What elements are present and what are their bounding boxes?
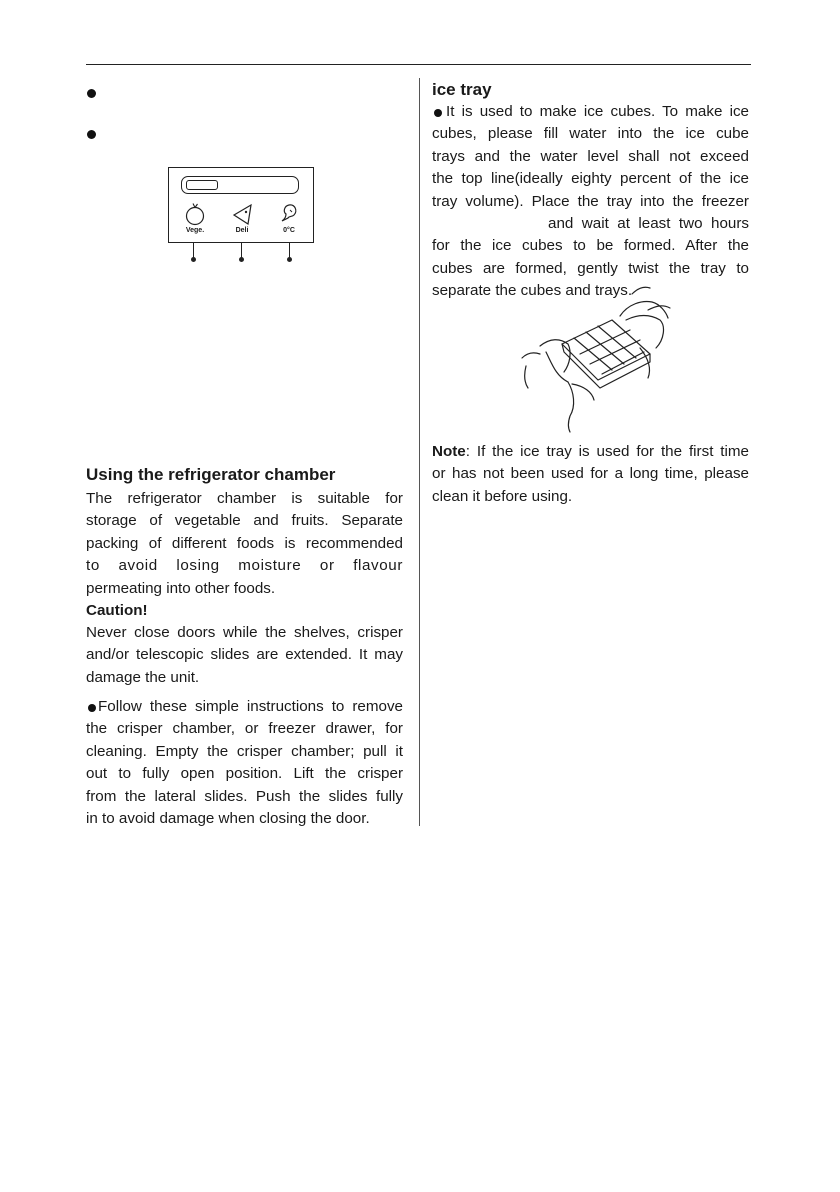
paragraph-line: cubes are formed, gently twist the tray to — [432, 259, 749, 277]
ice-tray-illustration — [510, 282, 690, 442]
paragraph-line: Follow these simple instructions to remove — [98, 698, 403, 715]
paragraph-line: It is used to make ice cubes. To make ice — [446, 103, 749, 120]
paragraph-line: damage the unit. — [86, 668, 200, 686]
header-rule — [86, 64, 751, 65]
note-first-text: : If the ice tray is used for the first time — [465, 443, 749, 460]
paragraph-line: The refrigerator chamber is suitable for — [86, 490, 403, 507]
paragraph-line: tray volume). Place the tray into the freezer — [432, 192, 749, 210]
bullet-point-1 — [87, 89, 96, 98]
note-label: Note — [432, 443, 466, 460]
panel-slider-track — [181, 176, 299, 194]
leader-dot-1 — [191, 257, 196, 262]
paragraph-line: cleaning. Empty the crisper chamber; pull it — [86, 742, 403, 760]
paragraph-line: permeating into other foods. — [86, 579, 276, 597]
paragraph-line: in to avoid damage when closing the door. — [86, 810, 370, 828]
paragraph-line: the top line(ideally eighty percent of the ice — [432, 170, 749, 188]
vegetable-icon — [183, 202, 207, 226]
paragraph-line: or has not been used for a long time, please — [432, 465, 749, 483]
crisper-control-panel — [168, 167, 314, 243]
caution-label: Caution! — [86, 602, 148, 619]
zero-degree-icon — [277, 201, 301, 225]
caution-paragraph — [86, 622, 403, 689]
paragraph-line: and/or telescopic slides are extended. It may — [86, 646, 403, 664]
paragraph-line: cubes, please fill water into the ice cube — [432, 125, 749, 143]
panel-label-deli: Deli — [235, 227, 249, 234]
paragraph-line: and wait at least two hours — [548, 215, 749, 233]
paragraph-line: for the ice cubes to be formed. After the — [432, 237, 749, 255]
leader-dot-3 — [287, 257, 292, 262]
section-heading-ice-tray: ice tray — [432, 80, 492, 99]
panel-label-vege: Vege. — [185, 227, 205, 234]
paragraph-line: the crisper chamber, or freezer drawer, for — [86, 720, 403, 738]
paragraph-line: Never close doors while the shelves, crisper — [86, 624, 403, 641]
paragraph-line: storage of vegetable and fruits. Separate — [86, 512, 403, 530]
note-paragraph — [432, 441, 749, 508]
column-divider — [419, 78, 420, 826]
instructions-paragraph — [86, 696, 403, 830]
bullet-point-2 — [87, 130, 96, 139]
leader-dot-2 — [239, 257, 244, 262]
deli-icon — [231, 202, 255, 226]
section-heading-refrigerator: Using the refrigerator chamber — [86, 465, 336, 484]
paragraph-line: trays and the water level shall not exceed — [432, 147, 749, 165]
paragraph-line: packing of different foods is recommended — [86, 534, 403, 552]
panel-slider-knob — [186, 180, 218, 190]
paragraph-line: to avoid losing moisture or flavour — [86, 557, 403, 575]
paragraph-line: separate the cubes and trays. — [432, 282, 633, 300]
panel-label-zero: 0°C — [283, 227, 295, 234]
refrigerator-paragraph — [86, 488, 403, 600]
ice-tray-paragraph — [432, 101, 749, 303]
paragraph-line: clean it before using. — [432, 487, 573, 505]
note-first-line — [432, 441, 749, 463]
paragraph-line: from the lateral slides. Push the slides fully — [86, 787, 403, 805]
paragraph-line: out to fully open position. Lift the crisper — [86, 765, 403, 783]
